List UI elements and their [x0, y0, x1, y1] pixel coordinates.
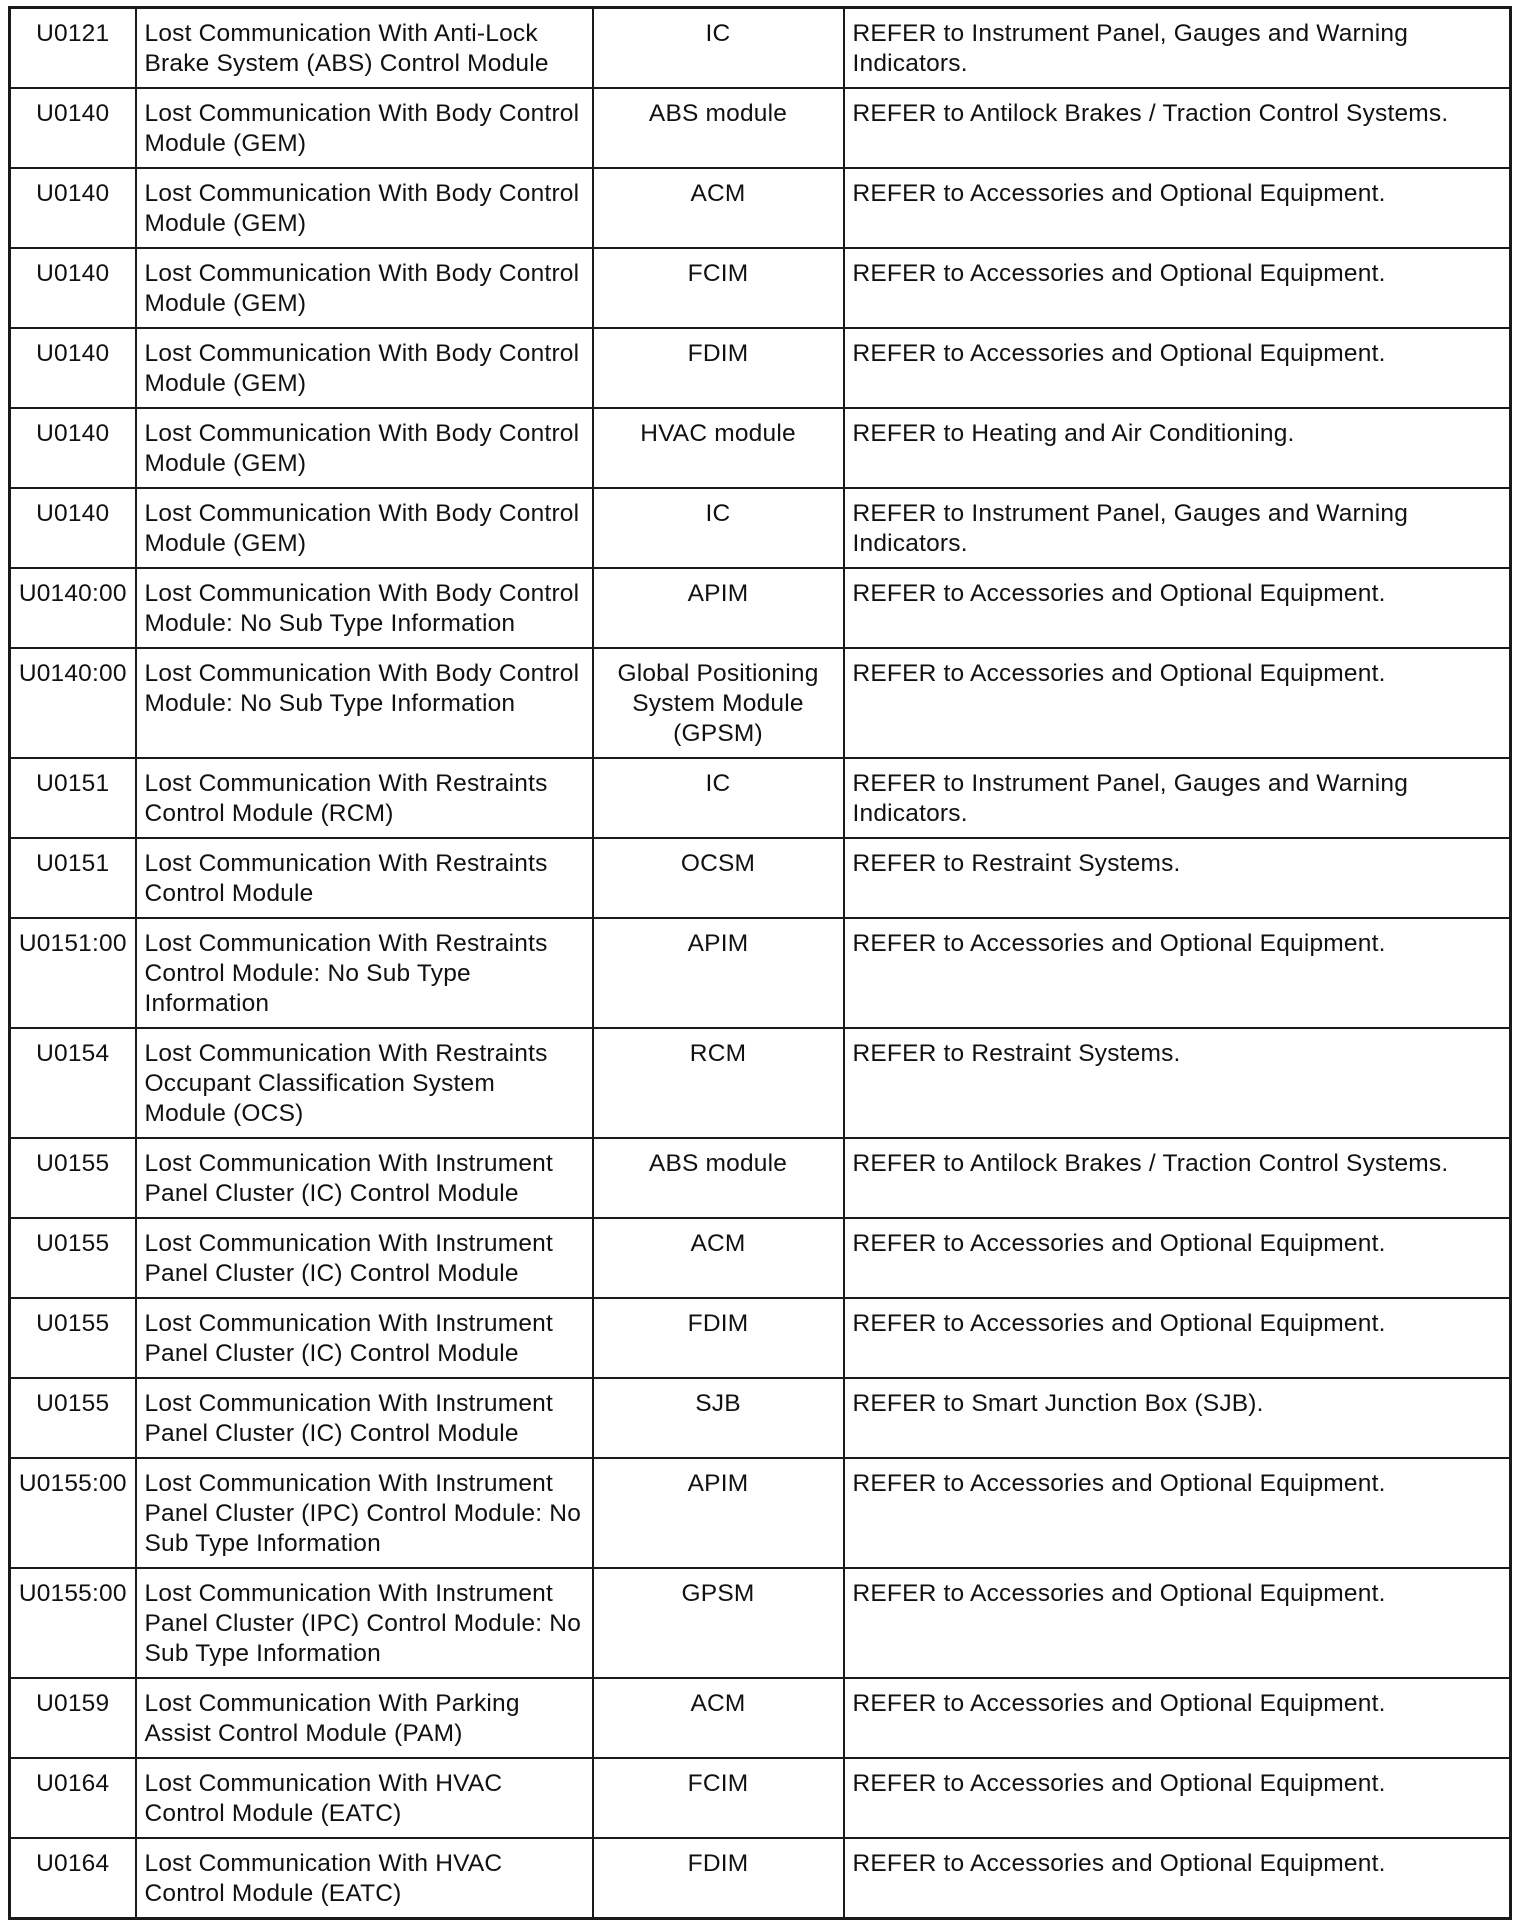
module-cell: IC [593, 488, 844, 568]
dtc-code-cell: U0140:00 [10, 648, 136, 758]
table-row [10, 1838, 1511, 1919]
table-row [10, 168, 1511, 248]
module-cell: APIM [593, 918, 844, 1028]
table-row [10, 1138, 1511, 1218]
dtc-description-cell: Lost Communication With Body Control Module (GEM) [136, 488, 593, 568]
action-cell: REFER to Accessories and Optional Equipment. [844, 1458, 1511, 1568]
module-cell: ACM [593, 1678, 844, 1758]
table-row [10, 1758, 1511, 1838]
table-row [10, 8, 1511, 89]
module-cell: FDIM [593, 1298, 844, 1378]
action-cell: REFER to Accessories and Optional Equipment. [844, 1678, 1511, 1758]
module-cell: FCIM [593, 1758, 844, 1838]
dtc-description-cell: Lost Communication With Body Control Module (GEM) [136, 248, 593, 328]
action-cell: REFER to Instrument Panel, Gauges and Warning Indicators. [844, 8, 1511, 89]
action-cell: REFER to Accessories and Optional Equipment. [844, 328, 1511, 408]
action-cell: REFER to Antilock Brakes / Traction Control Systems. [844, 1138, 1511, 1218]
module-cell: OCSM [593, 838, 844, 918]
module-cell: ACM [593, 1218, 844, 1298]
action-cell: REFER to Accessories and Optional Equipment. [844, 568, 1511, 648]
dtc-code-cell: U0151 [10, 838, 136, 918]
dtc-code-cell: U0140 [10, 88, 136, 168]
dtc-description-cell: Lost Communication With Restraints Control Module [136, 838, 593, 918]
dtc-code-cell: U0164 [10, 1758, 136, 1838]
module-cell: ABS module [593, 1138, 844, 1218]
table-row [10, 1028, 1511, 1138]
action-cell: REFER to Accessories and Optional Equipment. [844, 1838, 1511, 1919]
dtc-code-cell: U0155 [10, 1378, 136, 1458]
dtc-description-cell: Lost Communication With Body Control Module (GEM) [136, 408, 593, 488]
table-row [10, 568, 1511, 648]
module-cell: IC [593, 8, 844, 89]
dtc-code-cell: U0140 [10, 328, 136, 408]
dtc-code-cell: U0155:00 [10, 1568, 136, 1678]
module-cell: SJB [593, 1378, 844, 1458]
module-cell: ABS module [593, 88, 844, 168]
action-cell: REFER to Smart Junction Box (SJB). [844, 1378, 1511, 1458]
dtc-description-cell: Lost Communication With Body Control Module: No Sub Type Information [136, 648, 593, 758]
dtc-description-cell: Lost Communication With Body Control Module (GEM) [136, 88, 593, 168]
dtc-code-cell: U0151 [10, 758, 136, 838]
action-cell: REFER to Accessories and Optional Equipment. [844, 918, 1511, 1028]
dtc-code-cell: U0164 [10, 1838, 136, 1919]
action-cell: REFER to Instrument Panel, Gauges and Warning Indicators. [844, 488, 1511, 568]
module-cell: APIM [593, 1458, 844, 1568]
dtc-description-cell: Lost Communication With Body Control Module (GEM) [136, 328, 593, 408]
dtc-description-cell: Lost Communication With Restraints Control Module: No Sub Type Information [136, 918, 593, 1028]
dtc-code-cell: U0155 [10, 1298, 136, 1378]
action-cell: REFER to Antilock Brakes / Traction Control Systems. [844, 88, 1511, 168]
table-row [10, 1378, 1511, 1458]
module-cell: ACM [593, 168, 844, 248]
module-cell: Global Positioning System Module (GPSM) [593, 648, 844, 758]
module-cell: APIM [593, 568, 844, 648]
dtc-description-cell: Lost Communication With Instrument Panel Cluster (IPC) Control Module: No Sub Type Information [136, 1458, 593, 1568]
dtc-code-cell: U0159 [10, 1678, 136, 1758]
dtc-description-cell: Lost Communication With Restraints Occupant Classification System Module (OCS) [136, 1028, 593, 1138]
table-row [10, 1568, 1511, 1678]
dtc-description-cell: Lost Communication With Instrument Panel Cluster (IC) Control Module [136, 1378, 593, 1458]
module-cell: GPSM [593, 1568, 844, 1678]
dtc-code-cell: U0154 [10, 1028, 136, 1138]
table-row [10, 328, 1511, 408]
table-row [10, 488, 1511, 568]
table-row [10, 1678, 1511, 1758]
dtc-description-cell: Lost Communication With Instrument Panel Cluster (IPC) Control Module: No Sub Type Information [136, 1568, 593, 1678]
dtc-description-cell: Lost Communication With Instrument Panel Cluster (IC) Control Module [136, 1218, 593, 1298]
table-row [10, 838, 1511, 918]
module-cell: FDIM [593, 1838, 844, 1919]
table-row [10, 918, 1511, 1028]
table-row [10, 248, 1511, 328]
dtc-code-cell: U0155 [10, 1138, 136, 1218]
table-row [10, 1218, 1511, 1298]
dtc-description-cell: Lost Communication With Body Control Module (GEM) [136, 168, 593, 248]
module-cell: RCM [593, 1028, 844, 1138]
dtc-code-cell: U0140 [10, 168, 136, 248]
action-cell: REFER to Accessories and Optional Equipment. [844, 1758, 1511, 1838]
table-row [10, 1458, 1511, 1568]
dtc-table-container [8, 6, 1509, 1920]
dtc-description-cell: Lost Communication With Instrument Panel Cluster (IC) Control Module [136, 1298, 593, 1378]
dtc-description-cell: Lost Communication With Body Control Module: No Sub Type Information [136, 568, 593, 648]
dtc-description-cell: Lost Communication With HVAC Control Module (EATC) [136, 1838, 593, 1919]
action-cell: REFER to Accessories and Optional Equipment. [844, 1568, 1511, 1678]
action-cell: REFER to Accessories and Optional Equipment. [844, 648, 1511, 758]
dtc-description-cell: Lost Communication With Anti-Lock Brake System (ABS) Control Module [136, 8, 593, 89]
dtc-code-cell: U0151:00 [10, 918, 136, 1028]
dtc-description-cell: Lost Communication With Instrument Panel Cluster (IC) Control Module [136, 1138, 593, 1218]
module-cell: FCIM [593, 248, 844, 328]
dtc-table-body [10, 8, 1511, 1919]
dtc-description-cell: Lost Communication With HVAC Control Module (EATC) [136, 1758, 593, 1838]
dtc-code-cell: U0140:00 [10, 568, 136, 648]
action-cell: REFER to Accessories and Optional Equipment. [844, 168, 1511, 248]
action-cell: REFER to Accessories and Optional Equipment. [844, 1218, 1511, 1298]
action-cell: REFER to Accessories and Optional Equipment. [844, 1298, 1511, 1378]
dtc-code-cell: U0121 [10, 8, 136, 89]
table-row [10, 408, 1511, 488]
module-cell: HVAC module [593, 408, 844, 488]
dtc-code-cell: U0140 [10, 488, 136, 568]
dtc-table [8, 6, 1512, 1920]
module-cell: FDIM [593, 328, 844, 408]
action-cell: REFER to Instrument Panel, Gauges and Warning Indicators. [844, 758, 1511, 838]
action-cell: REFER to Accessories and Optional Equipment. [844, 248, 1511, 328]
table-row [10, 758, 1511, 838]
dtc-code-cell: U0155:00 [10, 1458, 136, 1568]
module-cell: IC [593, 758, 844, 838]
action-cell: REFER to Heating and Air Conditioning. [844, 408, 1511, 488]
dtc-code-cell: U0140 [10, 248, 136, 328]
dtc-description-cell: Lost Communication With Parking Assist Control Module (PAM) [136, 1678, 593, 1758]
action-cell: REFER to Restraint Systems. [844, 1028, 1511, 1138]
dtc-code-cell: U0155 [10, 1218, 136, 1298]
table-row [10, 88, 1511, 168]
dtc-code-cell: U0140 [10, 408, 136, 488]
table-row [10, 648, 1511, 758]
action-cell: REFER to Restraint Systems. [844, 838, 1511, 918]
dtc-description-cell: Lost Communication With Restraints Control Module (RCM) [136, 758, 593, 838]
table-row [10, 1298, 1511, 1378]
